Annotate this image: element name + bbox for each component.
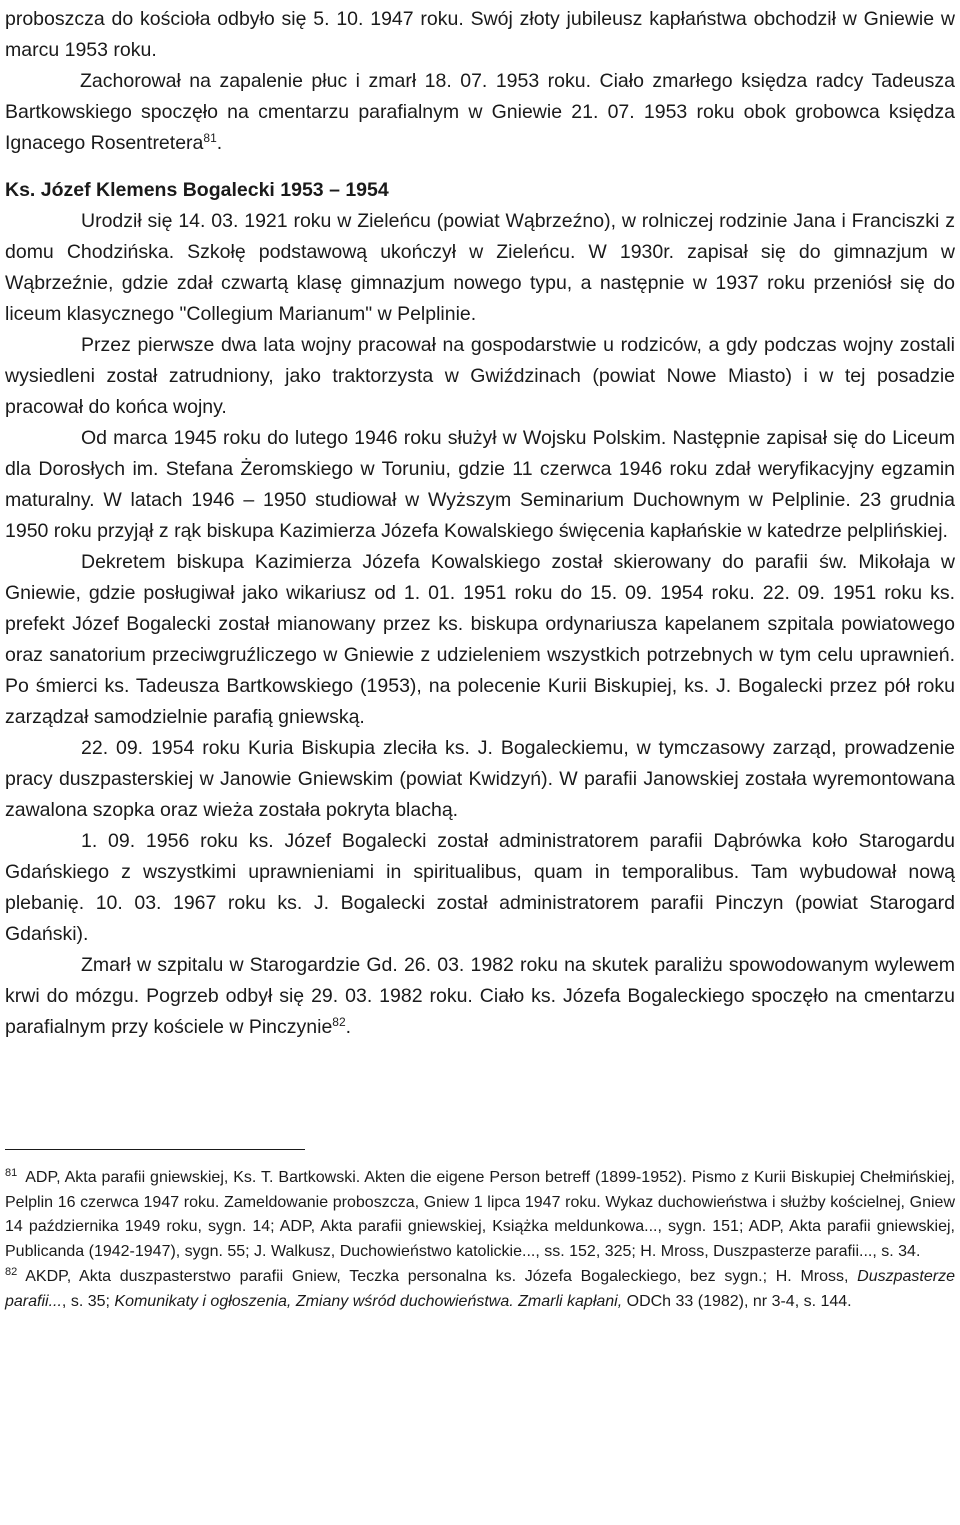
- paragraph-death-bogalecki: [5, 950, 955, 1043]
- paragraph-jubilee: proboszcza do kościoła odbyło się 5. 10. 1947 roku. Swój złoty jubileusz kapłaństwa obchodził w Gniewie w marcu 1953 roku.: [5, 8, 955, 61]
- paragraph-text: Zmarł w szpitalu w Starogardzie Gd. 26. 03. 1982 roku na skutek paraliżu spowodowanym wylewem krwi do mózgu. Pogrzeb odbył się 29. 03. 1982 roku. Ciało ks. Józefa Bogaleckiego spoczęło na cmentarzu parafialnym przy kościele w Pinczynie: [5, 954, 955, 1038]
- section-heading: Ks. Józef Klemens Bogalecki 1953 – 1954: [5, 179, 389, 201]
- footnote-text: ODCh 33 (1982), nr 3-4, s. 144.: [622, 1292, 852, 1310]
- footnote-number: 82: [5, 1265, 18, 1278]
- footnote-italic-title: Komunikaty i ogłoszenia, Zmiany wśród duchowieństwa. Zmarli kapłani,: [114, 1292, 623, 1310]
- paragraph-gniew-vicar: Dekretem biskupa Kazimierza Józefa Kowalskiego został skierowany do parafii św. Mikołaja w Gniewie, gdzie posługiwał jako wikariusz od 1. 01. 1951 roku do 15. 09. 1954 roku. 22. 09. 1951 roku ks. prefekt Józef Bogalecki został mianowany przez ks. biskupa ordynariusza kapelanem szpitala powiatowego oraz sanatorium przeciwgruźliczego w Gniewie z udzieleniem wszystkich potrzebnych w tym celu uprawnień. Po śmierci ks. Tadeusza Bartkowskiego (1953), na polecenie Kurii Biskupiej, ks. J. Bogalecki przez pół roku zarządzał samodzielnie parafią gniewską.: [5, 551, 955, 728]
- paragraph-dabrowka: 1. 09. 1956 roku ks. Józef Bogalecki został administratorem parafii Dąbrówka koło Starogardu Gdańskiego z wszystkimi uprawnieniami in spiritualibus, quam in temporalibus. Tam wybudował nową plebanię. 10. 03. 1967 roku ks. J. Bogalecki został administratorem parafii Pinczyn (powiat Starogard Gdański).: [5, 830, 955, 945]
- paragraph-end: .: [216, 132, 223, 154]
- footnote-italic-title: Duszpasterze parafii...: [5, 1267, 955, 1310]
- paragraph-death-bartkowski: [5, 66, 955, 159]
- footnote-number: 81: [5, 1167, 18, 1179]
- footnote-ref-81[interactable]: 81: [203, 131, 217, 145]
- paragraph-end: .: [345, 1016, 352, 1038]
- footnote-separator: [5, 1149, 305, 1150]
- footnote-ref-82[interactable]: 82: [332, 1015, 346, 1029]
- footnote-82: [5, 1265, 955, 1314]
- paragraph-war: Przez pierwsze dwa lata wojny pracował na gospodarstwie u rodziców, a gdy podczas wojny zostali wysiedleni został zatrudniony, jako traktorzysta w Gwiździnach (powiat Nowe Miasto) i w tej posadzie pracował do końca wojny.: [5, 334, 955, 418]
- paragraph-text: Zachorował na zapalenie płuc i zmarł 18. 07. 1953 roku. Ciało zmarłego księdza radcy Tadeusza Bartkowskiego spoczęło na cmentarzu parafialnym w Gniewie 21. 07. 1953 roku obok grobowca księdza Ignacego Rosentretera: [5, 70, 955, 154]
- footnote-text: ADP, Akta parafii gniewskiej, Ks. T. Bartkowski. Akten die eigene Person betreff (1899-1952). Pismo z Kurii Biskupiej Chełmińskiej, Pelplin 16 czerwca 1947 roku. Zameldowanie proboszcza, Gniew 1 lipca 1947 roku. Wykaz duchowieństwa i służby kościelnej, Gniew 14 października 1949 roku, sygn. 14; ADP, Akta parafii gniewskiej, Książka meldunkowa..., sygn. 151; ADP, Akta parafii gniewskiej, Publicanda (1942-1947), sygn. 55; J. Walkusz, Duchowieństwo katolickie..., ss. 152, 325; H. Mross, Duszpasterze parafii..., s. 34.: [5, 1169, 955, 1261]
- paragraph-army-seminary: Od marca 1945 roku do lutego 1946 roku służył w Wojsku Polskim. Następnie zapisał się do Liceum dla Dorosłych im. Stefana Żeromskiego w Toruniu, gdzie 11 czerwca 1946 roku zdał weryfikacyjny egzamin maturalny. W latach 1946 – 1950 studiował w Wyższym Seminarium Duchownym w Pelplinie. 23 grudnia 1950 roku przyjął z rąk biskupa Kazimierza Józefa Kowalskiego święcenia kapłańskie w katedrze pelplińskiej.: [5, 427, 955, 542]
- footnote-81: [5, 1166, 955, 1265]
- footnote-text: AKDP, Akta duszpasterstwo parafii Gniew, Teczka personalna ks. Józefa Bogaleckiego, bez sygn.; H. Mross,: [25, 1267, 858, 1285]
- paragraph-birth: Urodził się 14. 03. 1921 roku w Zieleńcu (powiat Wąbrzeźno), w rolniczej rodzinie Jana i Franciszki z domu Chodzińska. Szkołę podstawową ukończył w Zieleńcu. W 1930r. zapisał się do gimnazjum w Wąbrzeźnie, gdzie zdał czwartą klasę gimnazjum nowego typu, a następnie w 1937 roku przeniósł się do liceum klasycznego "Collegium Marianum" w Pelplinie.: [5, 210, 955, 325]
- footnote-text: , s. 35;: [61, 1292, 115, 1310]
- paragraph-janowo: 22. 09. 1954 roku Kuria Biskupia zleciła ks. J. Bogaleckiemu, w tymczasowy zarząd, prowadzenie pracy duszpasterskiej w Janowie Gniewskim (powiat Kwidzyń). W parafii Janowskiej została wyremontowana zawalona szopka oraz wieża została pokryta blachą.: [5, 737, 955, 821]
